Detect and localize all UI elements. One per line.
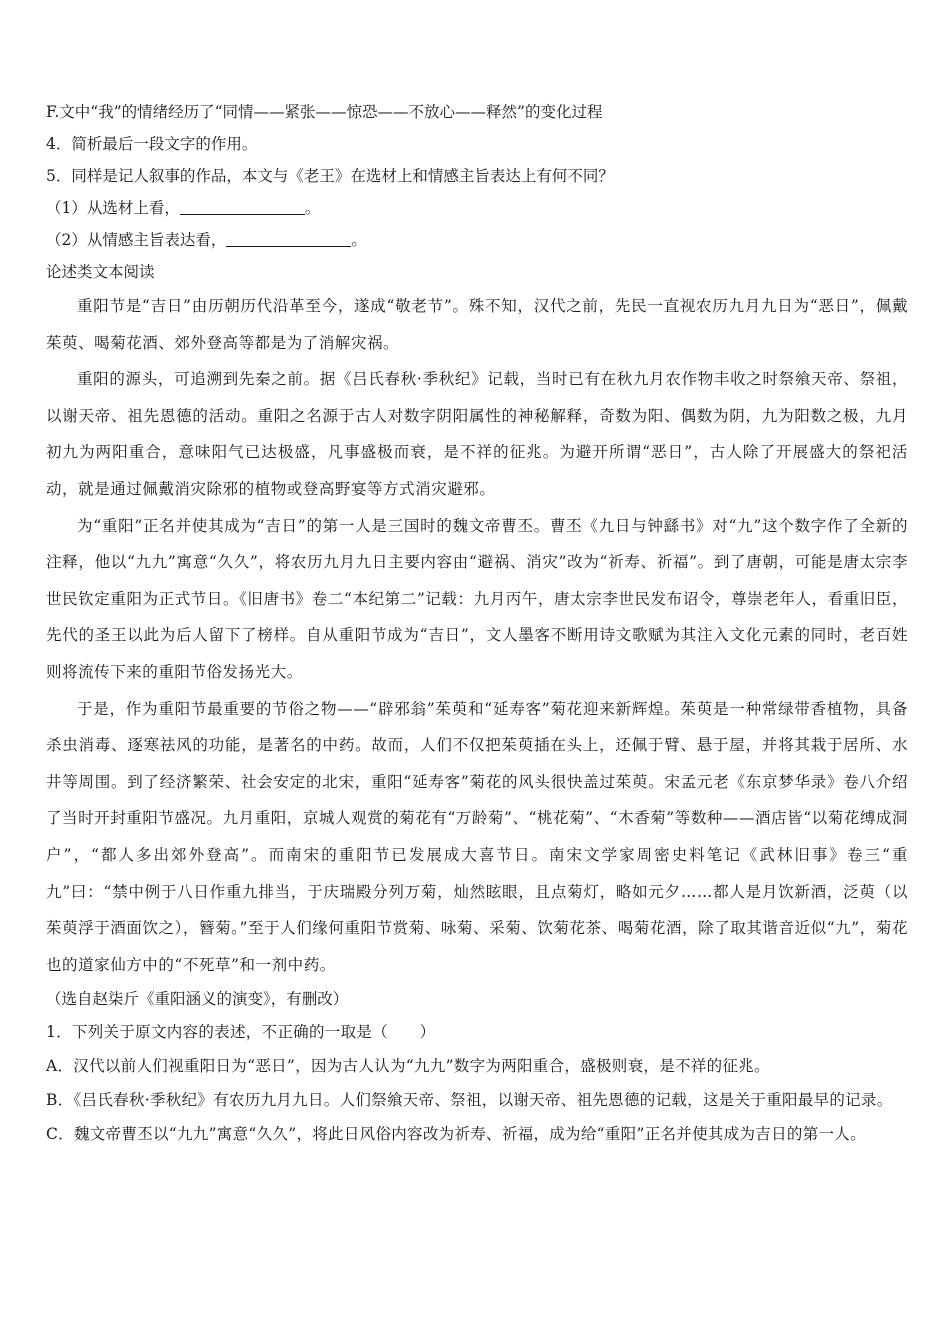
q5-1-suffix: 。 xyxy=(304,199,321,217)
article-body xyxy=(46,288,908,983)
option-f: F.文中“我”的情绪经历了“同情——紧张——惊恐——不放心——释然”的变化过程 xyxy=(46,103,603,121)
answer-blank-1[interactable] xyxy=(180,196,305,215)
document-page xyxy=(46,96,908,1151)
q5-2-prefix: （2）从情感主旨表达看， xyxy=(46,231,227,249)
q5-1-prefix: （1）从选材上看， xyxy=(46,199,180,217)
article-paragraph: 为“重阳”正名并使其成为“吉日”的第一人是三国时的魏文帝曹丕。曹丕《九日与钟繇书》对“九”这个数字作了全新的注释，他以“九九”寓意“久久”，将农历九月九日主要内容由“避祸、消灾”改为“祈寿、祈福”。到了唐朝，可能是唐太宗李世民钦定重阳为正式节日。《旧唐书》卷二“本纪第二”记载：九月丙午，唐太宗李世民发布诏令，尊崇老年人，看重旧臣，先代的圣王以此为后人留下了榜样。自从重阳节成为“吉日”，文人墨客不断用诗文歌赋为其注入文化元素的同时，老百姓则将流传下来的重阳节俗发扬光大。 xyxy=(46,516,908,681)
question-5-part-2 xyxy=(46,224,908,256)
article-paragraph: 重阳的源头，可追溯到先秦之前。据《吕氏春秋·季秋纪》记载，当时已有在秋九月农作物丰收之时祭飨天帝、祭祖，以谢天帝、祖先恩德的活动。重阳之名源于古人对数字阴阳属性的神秘解释，奇数为阳、偶数为阴，九为阳数之极，九月初九为两阳重合，意味阳气已达极盛，凡事盛极而衰，是不祥的征兆。为避开所谓“恶日”，古人除了开展盛大的祭祀活动，就是通过佩戴消灾除邪的植物或登高野宴等方式消灾避邪。 xyxy=(46,370,908,498)
question-1-option-b: B．《吕氏春秋·季秋纪》有农历九月九日。人们祭飨天帝、祭祖，以谢天帝、祖先恩德的记载，这是关于重阳最早的记录。 xyxy=(46,1091,893,1110)
section-title: 论述类文本阅读 xyxy=(46,263,155,281)
q5-2-suffix: 。 xyxy=(351,231,367,249)
article-paragraph: 重阳节是“吉日”由历朝历代沿革至今，遂成“敬老节”。殊不知，汉代之前，先民一直视农历九月九日为“恶日”，佩戴茱萸、喝菊花酒、郊外登高等都是为了消解灾祸。 xyxy=(46,297,908,352)
article-source: （选自赵柒斤《重阳涵义的演变》，有删改） xyxy=(46,990,349,1009)
article-paragraph: 于是，作为重阳节最重要的节俗之物——“辟邪翁”茱萸和“延寿客”菊花迎来新辉煌。茱萸是一种常绿带香植物，具备杀虫消毒、逐寒祛风的功能，是著名的中药。故而，人们不仅把茱萸插在头上，还佩于臂、悬于屋，并将其栽于居所、水井等周围。到了经济繁荣、社会安定的北宋，重阳“延寿客”菊花的风头很快盖过茱萸。宋孟元老《东京梦华录》卷八介绍了当时开封重阳节盛况。九月重阳，京城人观赏的菊花有“万龄菊”、“桃花菊”、“木香菊”等数种——酒店皆“以菊花缚成洞户”，“都人多出郊外登高”。而南宋的重阳节已发展成大喜节日。南宋文学家周密史料笔记《武林旧事》卷三“重九”曰：“禁中例于八日作重九排当，于庆瑞殿分列万菊，灿然眩眼，且点菊灯，略如元夕……都人是月饮新酒，泛萸（以茱萸浮于酒面饮之），簪菊。”至于人们缘何重阳节赏菊、咏菊、采菊、饮菊花茶、喝菊花酒，除了取其谐音近似“九”，菊花也的道家仙方中的“不死草”和一剂中药。 xyxy=(46,699,908,974)
question-1-option-c: C．魏文帝曹丕以“九九”寓意“久久”，将此日风俗内容改为祈寿、祈福，成为给“重阳”正名并使其成为吉日的第一人。 xyxy=(46,1125,866,1144)
question-5: 5．同样是记人叙事的作品，本文与《老王》在选材上和情感主旨表达上有何不同？ xyxy=(46,167,614,185)
question-4: 4．简析最后一段文字的作用。 xyxy=(46,135,258,153)
question-1-stem: 1．下列关于原文内容的表述，不正确的一取是（ ） xyxy=(46,1023,436,1042)
question-5-part-1 xyxy=(46,192,908,224)
answer-blank-2[interactable] xyxy=(226,228,351,247)
question-1-option-a: A．汉代以前人们视重阳日为“恶日”，因为古人认为“九九”数字为两阳重合，盛极则衰，是不祥的征兆。 xyxy=(46,1057,770,1076)
